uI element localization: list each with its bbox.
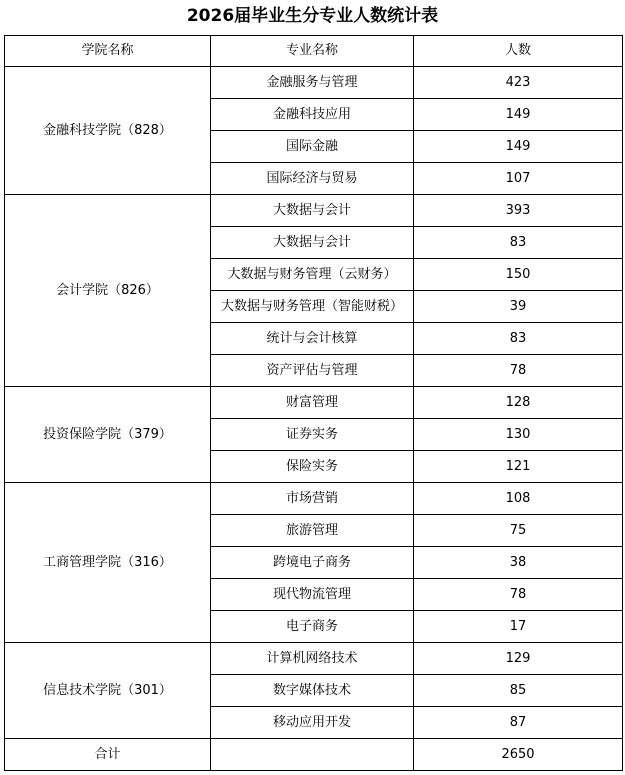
table-row	[5, 67, 623, 99]
major-name: 大数据与财务管理（智能财税）	[211, 291, 414, 323]
major-count: 83	[414, 227, 623, 259]
major-name: 现代物流管理	[211, 579, 414, 611]
major-count: 149	[414, 99, 623, 131]
major-count: 108	[414, 483, 623, 515]
major-count: 393	[414, 195, 623, 227]
major-count: 83	[414, 323, 623, 355]
major-name: 财富管理	[211, 387, 414, 419]
total-label: 合计	[5, 739, 211, 771]
major-count: 129	[414, 643, 623, 675]
table-row	[5, 387, 623, 419]
total-empty-cell	[211, 739, 414, 771]
college-name: 投资保险学院（379）	[5, 387, 211, 483]
header-row	[5, 36, 623, 67]
major-count: 121	[414, 451, 623, 483]
statistics-table	[4, 35, 623, 771]
major-name: 大数据与会计	[211, 227, 414, 259]
major-name: 国际金融	[211, 131, 414, 163]
total-count: 2650	[414, 739, 623, 771]
major-name: 跨境电子商务	[211, 547, 414, 579]
header-college: 学院名称	[5, 36, 211, 67]
major-name: 金融服务与管理	[211, 67, 414, 99]
college-name: 金融科技学院（828）	[5, 67, 211, 195]
major-name: 金融科技应用	[211, 99, 414, 131]
major-count: 130	[414, 419, 623, 451]
major-count: 38	[414, 547, 623, 579]
major-name: 证券实务	[211, 419, 414, 451]
table-title: 2026届毕业生分专业人数统计表	[186, 6, 439, 26]
major-count: 87	[414, 707, 623, 739]
major-name: 移动应用开发	[211, 707, 414, 739]
major-name: 国际经济与贸易	[211, 163, 414, 195]
major-name: 保险实务	[211, 451, 414, 483]
major-name: 计算机网络技术	[211, 643, 414, 675]
college-name: 工商管理学院（316）	[5, 483, 211, 643]
college-name: 会计学院（826）	[5, 195, 211, 387]
major-name: 大数据与会计	[211, 195, 414, 227]
major-name: 旅游管理	[211, 515, 414, 547]
major-name: 统计与会计核算	[211, 323, 414, 355]
major-name: 电子商务	[211, 611, 414, 643]
table-row	[5, 643, 623, 675]
major-name: 资产评估与管理	[211, 355, 414, 387]
header-major: 专业名称	[211, 36, 414, 67]
major-name: 数字媒体技术	[211, 675, 414, 707]
major-count: 149	[414, 131, 623, 163]
major-count: 85	[414, 675, 623, 707]
major-count: 17	[414, 611, 623, 643]
major-count: 78	[414, 355, 623, 387]
major-count: 75	[414, 515, 623, 547]
major-count: 39	[414, 291, 623, 323]
major-count: 128	[414, 387, 623, 419]
college-name: 信息技术学院（301）	[5, 643, 211, 739]
header-count: 人数	[414, 36, 623, 67]
total-row	[5, 739, 623, 771]
major-name: 市场营销	[211, 483, 414, 515]
major-count: 423	[414, 67, 623, 99]
major-count: 150	[414, 259, 623, 291]
major-count: 78	[414, 579, 623, 611]
table-row	[5, 195, 623, 227]
major-name: 大数据与财务管理（云财务）	[211, 259, 414, 291]
major-count: 107	[414, 163, 623, 195]
table-row	[5, 483, 623, 515]
